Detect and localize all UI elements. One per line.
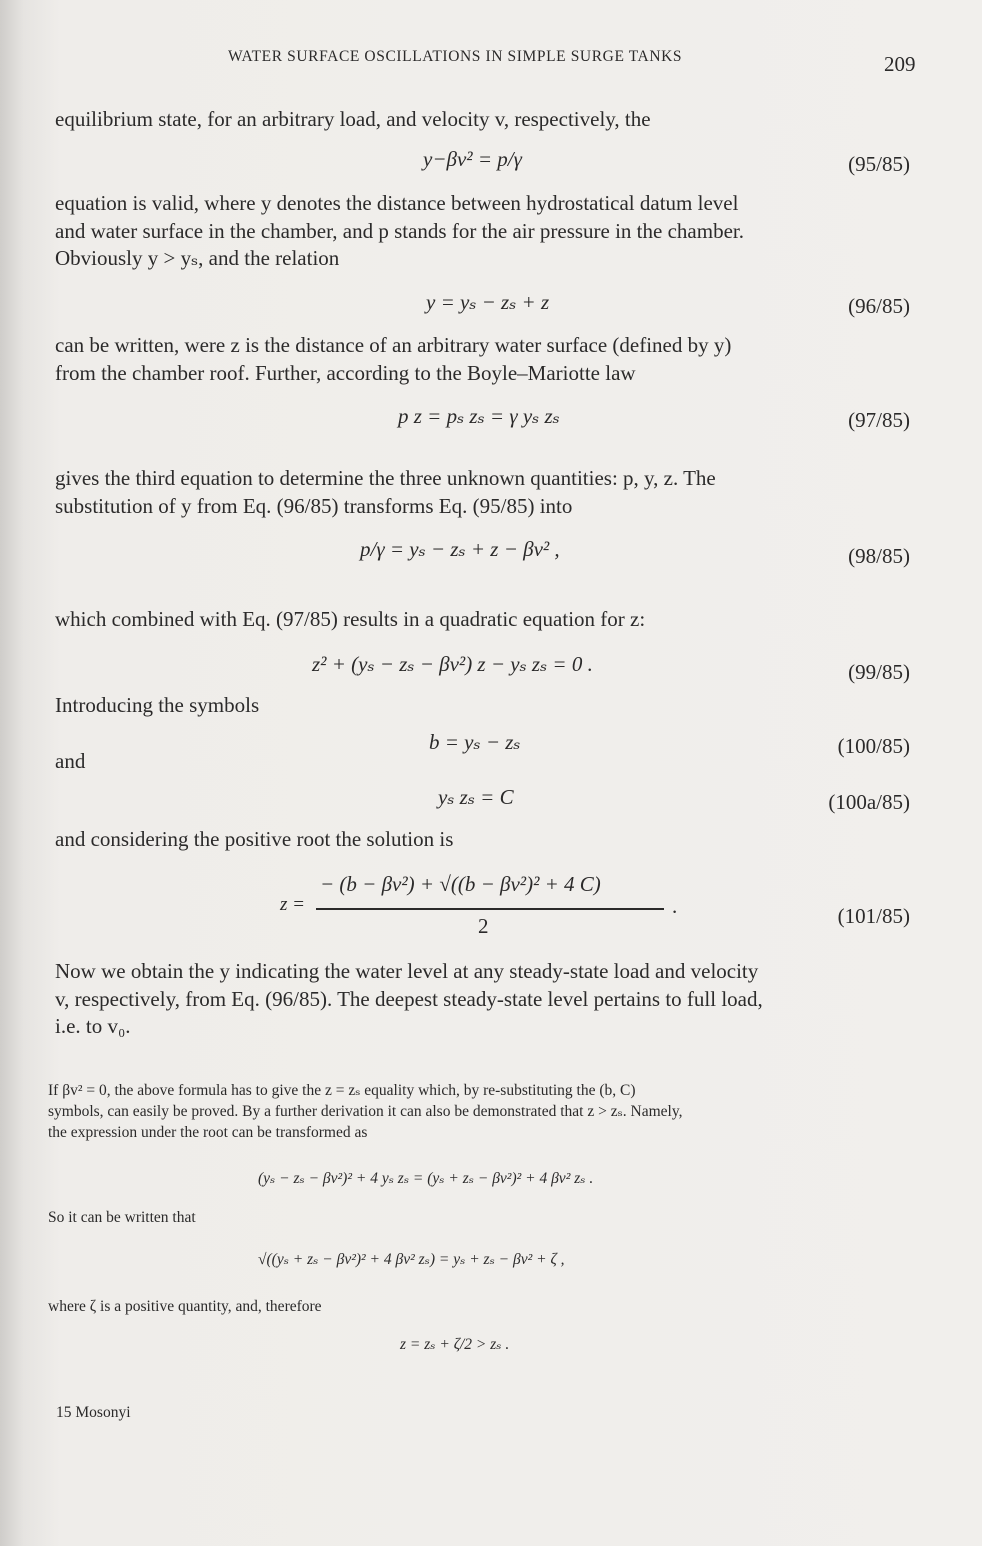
text-line: equilibrium state, for an arbitrary load, and velocity v, respectively, the — [55, 107, 651, 131]
equation-98: p/γ = yₛ − zₛ + z − βv² , — [360, 537, 560, 561]
equation-number-99: (99/85) — [848, 660, 910, 684]
equation-100a: yₛ zₛ = C — [438, 785, 514, 809]
paragraph-1 — [55, 106, 915, 134]
equation-101-lhs: z = — [280, 894, 305, 915]
text-line: from the chamber roof. Further, according to the Boyle–Mariotte law — [55, 360, 636, 385]
fraction-bar — [316, 908, 664, 910]
paragraph-9 — [55, 958, 915, 1041]
footnote-block — [48, 1080, 910, 1143]
equation-99: z² + (yₛ − zₛ − βv²) z − yₛ zₛ = 0 . — [312, 652, 593, 676]
page-number: 209 — [884, 52, 916, 76]
text-line: which combined with Eq. (97/85) results in a quadratic equation for z: — [55, 607, 646, 631]
footnote-equation-2: √((yₛ + zₛ − βv²)² + 4 βv² zₛ) = yₛ + zₛ − βv² + ζ , — [258, 1251, 565, 1268]
equation-101-period: . — [672, 894, 678, 918]
text-line: can be written, were z is the distance of an arbitrary water surface (defined by y) — [55, 333, 732, 357]
paragraph-4 — [55, 465, 915, 520]
paragraph-6 — [55, 692, 915, 720]
equation-number-100a: (100a/85) — [828, 790, 910, 814]
footnote-line: If βv² = 0, the above formula has to give the z = zₛ equality which, by re-substituting the (b, C) — [48, 1082, 636, 1099]
text-line: and water surface in the chamber, and p stands for the air pressure in the chamber. — [55, 218, 744, 243]
paragraph-8 — [55, 826, 915, 854]
equation-101-denominator: 2 — [478, 914, 489, 938]
equation-100: b = yₛ − zₛ — [429, 730, 521, 754]
equation-number-96: (96/85) — [848, 294, 910, 318]
equation-101-numerator: − (b − βv²) + √((b − βv²)² + 4 C) — [320, 872, 601, 896]
text-line: and considering the positive root the solution is — [55, 827, 454, 851]
equation-95: y−βv² = p/γ — [423, 147, 522, 171]
equation-96: y = yₛ − zₛ + z — [426, 290, 550, 314]
text-line: v, respectively, from Eq. (96/85). The deepest steady-state level pertains to full load, — [55, 986, 763, 1011]
signature-mark: 15 Mosonyi — [56, 1404, 131, 1421]
equation-101 — [280, 872, 678, 942]
text-line: and — [55, 749, 86, 773]
text-line: equation is valid, where y denotes the distance between hydrostatical datum level — [55, 191, 739, 215]
footnote-line: where ζ is a positive quantity, and, therefore — [48, 1298, 322, 1315]
footnote-equation-3: z = zₛ + ζ/2 > zₛ . — [400, 1336, 510, 1353]
footnote-line: the expression under the root can be transformed as — [48, 1124, 368, 1141]
text-line: i.e. to v₀. — [55, 1014, 131, 1038]
paragraph-7 — [55, 748, 915, 776]
paragraph-2 — [55, 190, 915, 273]
equation-number-97: (97/85) — [848, 408, 910, 432]
paragraph-5 — [55, 606, 915, 634]
equation-number-100: (100/85) — [837, 734, 910, 758]
text-line: gives the third equation to determine the three unknown quantities: p, y, z. The — [55, 466, 716, 490]
running-header: WATER SURFACE OSCILLATIONS IN SIMPLE SURGE TANKS — [228, 48, 683, 65]
footnote-equation-1: (yₛ − zₛ − βv²)² + 4 yₛ zₛ = (yₛ + zₛ − βv²)² + 4 βv² zₛ . — [258, 1170, 594, 1187]
equation-number-101: (101/85) — [837, 904, 910, 928]
paragraph-3 — [55, 332, 915, 387]
text-line: Now we obtain the y indicating the water level at any steady-state load and velocity — [55, 959, 759, 983]
equation-97: p z = pₛ zₛ = γ yₛ zₛ — [398, 404, 560, 428]
equation-number-98: (98/85) — [848, 544, 910, 568]
text-line: Obviously y > yₛ, and the relation — [55, 246, 340, 270]
footnote-line: So it can be written that — [48, 1209, 196, 1226]
equation-number-95: (95/85) — [848, 152, 910, 176]
text-line: Introducing the symbols — [55, 693, 260, 717]
text-line: substitution of y from Eq. (96/85) transforms Eq. (95/85) into — [55, 493, 573, 518]
footnote-line: symbols, can easily be proved. By a further derivation it can also be demonstrated that z > zₛ. Namely, — [48, 1103, 683, 1120]
